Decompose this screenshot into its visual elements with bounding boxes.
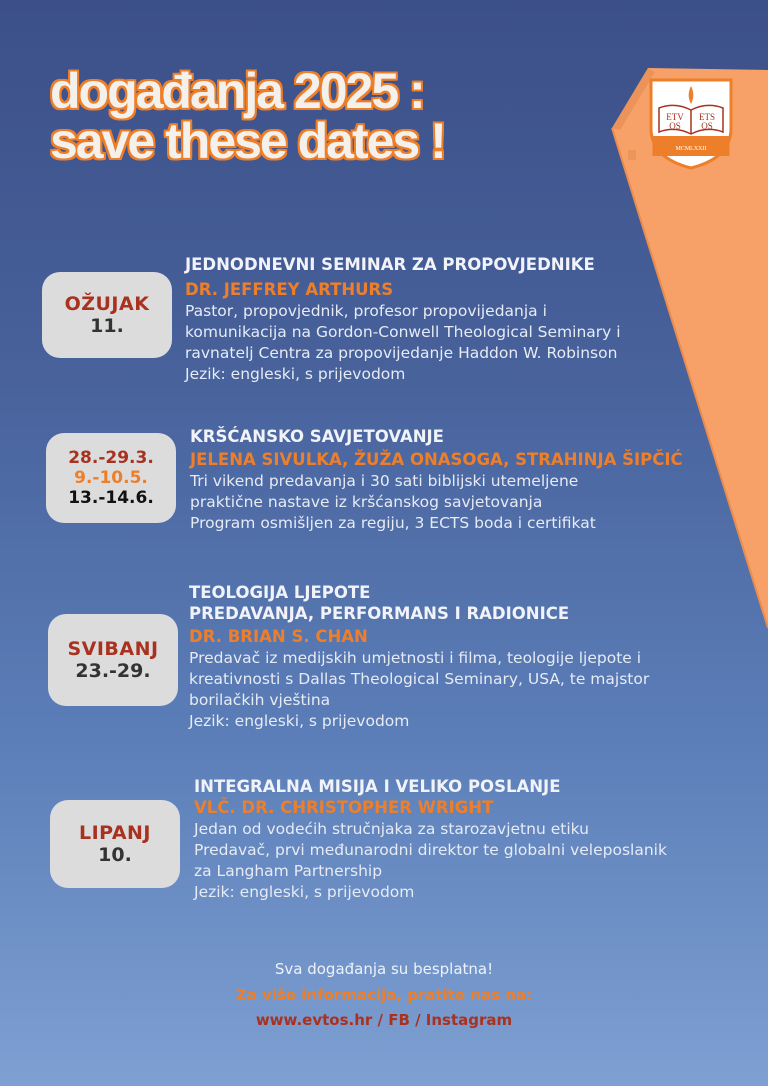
svg-text:OS: OS [701,121,713,131]
event-subtitle: PREDAVANJA, PERFORMANS I RADIONICE [189,604,570,623]
school-crest-logo [649,78,733,170]
event-date-march [42,272,172,358]
event-date-range-1: 28.-29.3. [68,448,154,468]
event-speaker: VLČ. DR. CHRISTOPHER WRIGHT [194,798,494,817]
headline-line-2: save these dates ! [50,113,445,169]
event-desc-line: Tri vikend predavanja i 30 sati biblijski utemeljene [190,472,579,490]
event-month: SVIBANJ [67,638,159,660]
event-desc-line: praktične nastave iz kršćanskog savjetovanja [190,493,543,511]
event-desc-line: kreativnosti s Dallas Theological Seminary, USA, te majstor [189,670,650,688]
event-desc-line: Pastor, propovjednik, profesor propovijedanja i [185,302,547,320]
event-title: TEOLOGIJA LJEPOTE [189,583,371,602]
event-month: OŽUJAK [64,293,150,315]
event-desc-line: ravnatelj Centra za propovijedanje Haddon W. Robinson [185,344,618,362]
event-date-counseling [46,433,176,523]
event-desc-line: Predavač, prvi međunarodni direktor te globalni veleposlanik [194,841,667,859]
event-desc-line: Jezik: engleski, s prijevodom [194,883,415,901]
event-speaker: DR. JEFFREY ARTHURS [185,280,394,299]
event-christian-counseling [190,426,760,534]
event-day: 23.-29. [75,660,151,682]
event-speaker: JELENA SIVULKA, ŽUŽA ONASOGA, STRAHINJA ŠIPČIĆ [190,450,683,469]
event-desc-line: Program osmišljen za regiju, 3 ECTS boda i certifikat [190,514,596,532]
event-date-range-2: 9.-10.5. [74,468,148,488]
svg-text:MCMLXXII: MCMLXXII [675,146,707,152]
event-speaker: DR. BRIAN S. CHAN [189,627,368,646]
svg-text:ETV: ETV [666,112,684,122]
event-date-june [50,800,180,888]
event-title: INTEGRALNA MISIJA I VELIKO POSLANJE [194,777,561,796]
event-integral-mission [194,776,764,903]
svg-text:OS: OS [669,121,681,131]
event-day: 10. [98,844,132,866]
footer-free-events: Sva događanja su besplatna! [274,960,494,978]
event-title: KRŠĆANSKO SAVJETOVANJE [190,427,444,446]
event-desc-line: komunikacija na Gordon-Conwell Theological Seminary i [185,323,621,341]
event-desc-line: za Langham Partnership [194,862,383,880]
event-desc-line: borilačkih vještina [189,691,331,709]
event-date-range-3: 13.-14.6. [68,488,154,508]
event-theology-of-beauty [189,582,759,732]
event-date-may [48,614,178,706]
footer-follow-us: Za više informacija, pratite nas na: [235,986,533,1004]
svg-text:ETS: ETS [698,112,716,122]
footer-links: www.evtos.hr / FB / Instagram [255,1011,513,1029]
headline-line-1: događanja 2025 : [50,63,424,119]
event-desc-line: Jezik: engleski, s prijevodom [189,712,410,730]
event-day: 11. [90,315,124,337]
event-desc-line: Jedan od vodećih stručnjaka za starozavjetnu etiku [194,820,589,838]
event-title: JEDNODNEVNI SEMINAR ZA PROPOVJEDNIKE [185,255,595,274]
event-desc-line: Jezik: engleski, s prijevodom [185,365,406,383]
event-desc-line: Predavač iz medijskih umjetnosti i filma, teologije ljepote i [189,649,642,667]
page-headline [50,63,445,169]
event-month: LIPANJ [78,822,152,844]
event-preacher-seminar [185,254,755,385]
